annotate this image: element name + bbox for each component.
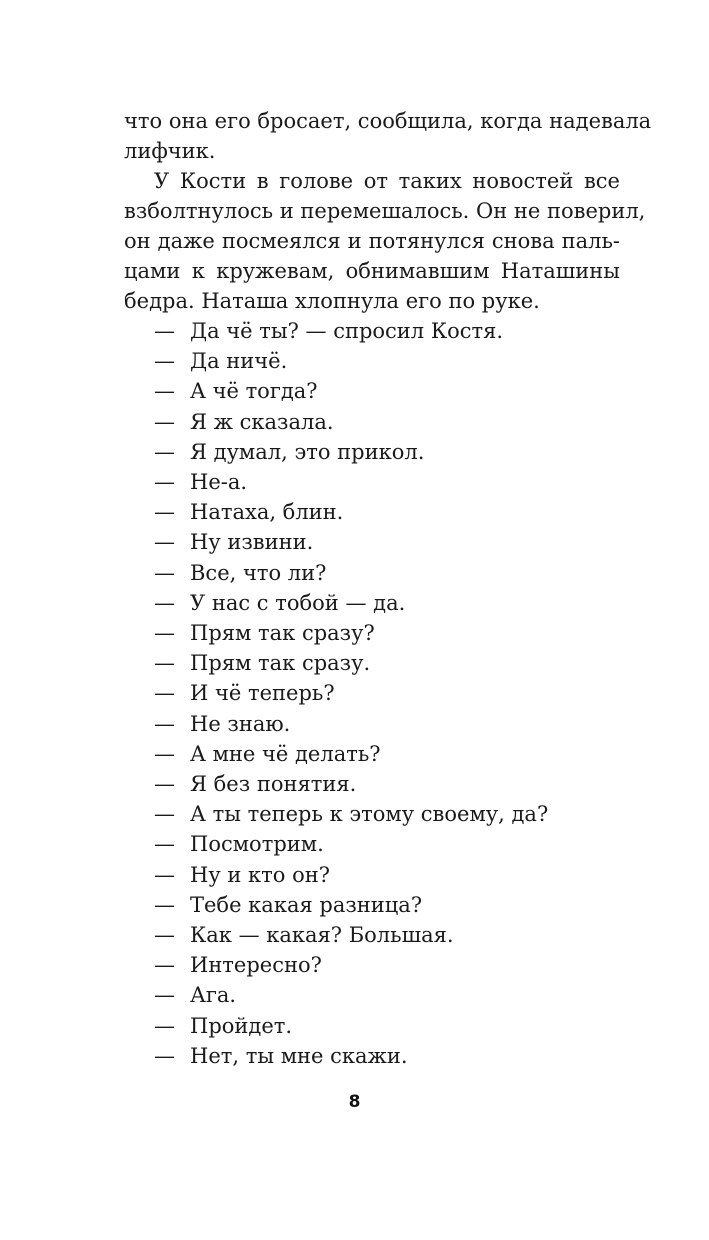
dialogue-text: Прям так сразу? bbox=[190, 621, 375, 646]
dialogue-list bbox=[124, 316, 620, 1071]
dialogue-text: Да ничё. bbox=[190, 349, 288, 374]
dialogue-line bbox=[124, 799, 620, 829]
dialogue-dash: — bbox=[154, 862, 175, 887]
dialogue-dash: — bbox=[154, 409, 175, 434]
dialogue-line bbox=[124, 558, 620, 588]
dialogue-line bbox=[124, 376, 620, 406]
dialogue-line bbox=[124, 860, 620, 890]
dialogue-text: И чё теперь? bbox=[190, 681, 335, 706]
dialogue-line bbox=[124, 950, 620, 980]
dialogue-text: Я без понятия. bbox=[190, 772, 357, 797]
dialogue-line bbox=[124, 1011, 620, 1041]
dialogue-dash: — bbox=[154, 621, 175, 646]
dialogue-text: Натаха, блин. bbox=[190, 500, 344, 525]
dialogue-line bbox=[124, 1041, 620, 1071]
dialogue-dash: — bbox=[154, 923, 175, 948]
dialogue-dash: — bbox=[154, 470, 175, 495]
dialogue-dash: — bbox=[154, 439, 175, 464]
text-line: взболтнулось и перемешалось. Он не поверил, bbox=[124, 199, 646, 223]
dialogue-line bbox=[124, 980, 620, 1010]
dialogue-text: А мне чё делать? bbox=[190, 741, 381, 766]
dialogue-dash: — bbox=[154, 1043, 175, 1068]
dialogue-dash: — bbox=[154, 802, 175, 827]
book-page-body bbox=[124, 106, 652, 1071]
dialogue-text: Нет, ты мне скажи. bbox=[190, 1043, 408, 1068]
dialogue-line bbox=[124, 407, 620, 437]
dialogue-line bbox=[124, 920, 620, 950]
dialogue-text: Посмотрим. bbox=[190, 832, 324, 857]
dialogue-text: Все, что ли? bbox=[190, 560, 327, 585]
dialogue-dash: — bbox=[154, 681, 175, 706]
dialogue-dash: — bbox=[154, 530, 175, 555]
dialogue-text: Я думал, это прикол. bbox=[190, 439, 425, 464]
dialogue-dash: — bbox=[154, 983, 175, 1008]
dialogue-text: Ну и кто он? bbox=[190, 862, 330, 887]
dialogue-text: Да чё ты? — спросил Костя. bbox=[190, 319, 504, 343]
dialogue-dash: — bbox=[154, 319, 175, 343]
dialogue-text: Я ж сказала. bbox=[190, 409, 334, 434]
dialogue-text: Ну извини. bbox=[190, 530, 314, 555]
dialogue-line bbox=[124, 829, 620, 859]
dialogue-line bbox=[124, 497, 620, 527]
dialogue-line bbox=[124, 618, 620, 648]
dialogue-text: Не-а. bbox=[190, 470, 248, 495]
dialogue-dash: — bbox=[154, 1013, 175, 1038]
dialogue-line bbox=[124, 769, 620, 799]
dialogue-line bbox=[124, 316, 620, 346]
dialogue-dash: — bbox=[154, 500, 175, 525]
dialogue-dash: — bbox=[154, 349, 175, 374]
dialogue-dash: — bbox=[154, 711, 175, 736]
dialogue-dash: — bbox=[154, 772, 175, 797]
text-line: цами к кружевам, обнимавшим Наташины bbox=[124, 259, 620, 283]
dialogue-line bbox=[124, 890, 620, 920]
text-line: он даже посмеялся и потянулся снова паль- bbox=[124, 229, 620, 253]
text-line: бедра. Наташа хлопнула его по руке. bbox=[124, 289, 540, 313]
paragraph-kostya bbox=[124, 166, 646, 316]
dialogue-line bbox=[124, 709, 620, 739]
dialogue-line bbox=[124, 346, 620, 376]
dialogue-text: А чё тогда? bbox=[190, 379, 318, 404]
dialogue-text: У нас с тобой — да. bbox=[190, 590, 406, 615]
dialogue-text: Как — какая? Большая. bbox=[190, 923, 454, 948]
dialogue-text: Интересно? bbox=[190, 953, 322, 978]
text-line: что она его бросает, сообщила, когда надевала bbox=[124, 109, 652, 133]
dialogue-dash: — bbox=[154, 651, 175, 676]
dialogue-text: Тебе какая разница? bbox=[190, 892, 423, 917]
dialogue-line bbox=[124, 648, 620, 678]
dialogue-text: Пройдет. bbox=[190, 1013, 293, 1038]
text-line: лифчик. bbox=[124, 139, 216, 163]
page-number: 8 bbox=[348, 1092, 361, 1112]
text-line: У Кости в голове от таких новостей все bbox=[154, 169, 620, 193]
dialogue-line bbox=[124, 588, 620, 618]
dialogue-line bbox=[124, 467, 620, 497]
dialogue-dash: — bbox=[154, 832, 175, 857]
dialogue-line bbox=[124, 437, 620, 467]
dialogue-dash: — bbox=[154, 741, 175, 766]
dialogue-dash: — bbox=[154, 379, 175, 404]
dialogue-text: Ага. bbox=[190, 983, 237, 1008]
dialogue-line bbox=[124, 739, 620, 769]
dialogue-text: Не знаю. bbox=[190, 711, 291, 736]
dialogue-line bbox=[124, 527, 620, 557]
paragraph-continuation bbox=[124, 106, 652, 166]
dialogue-text: Прям так сразу. bbox=[190, 651, 371, 676]
dialogue-dash: — bbox=[154, 590, 175, 615]
dialogue-dash: — bbox=[154, 953, 175, 978]
dialogue-dash: — bbox=[154, 560, 175, 585]
dialogue-text: А ты теперь к этому своему, да? bbox=[190, 802, 549, 827]
dialogue-line bbox=[124, 678, 620, 708]
dialogue-dash: — bbox=[154, 892, 175, 917]
